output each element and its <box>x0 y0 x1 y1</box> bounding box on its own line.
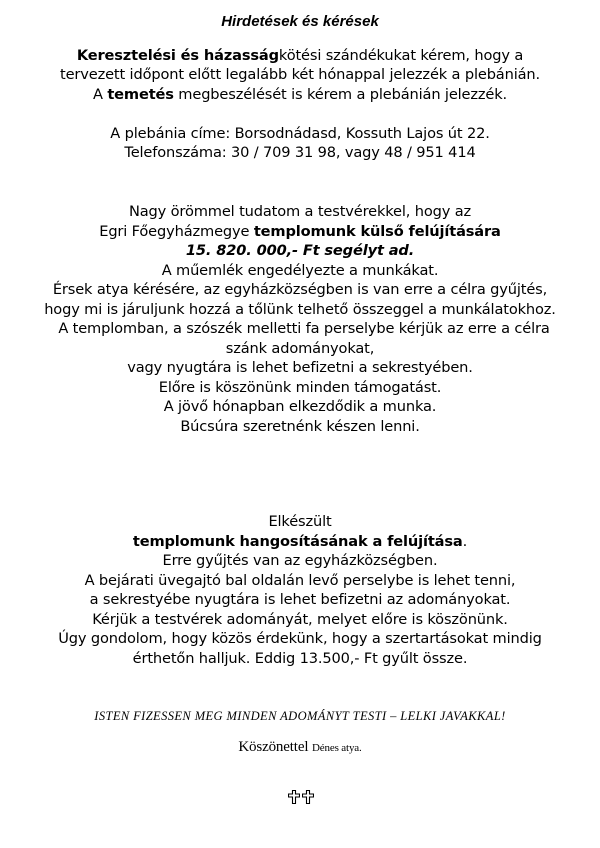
cross-icon <box>302 790 314 804</box>
section2-line12: Búcsúra szeretnénk készen lenni. <box>180 418 420 435</box>
section3-line2 <box>0 532 600 551</box>
section3-line7: Úgy gondolom, hogy közös érdekünk, hogy a szertartásokat mindig <box>58 630 542 647</box>
section1-line3-pre: A <box>92 86 108 103</box>
section3-line4: A bejárati üvegajtó bal oldalán levő perselybe is lehet tenni, <box>84 572 516 589</box>
section3-line3: Erre gyűjtés van az egyházközségben. <box>162 552 438 569</box>
section3-line5: a sekrestyébe nyugtára is lehet befizetni az adományokat. <box>89 591 511 608</box>
section1-line1-rest: kötési szándékukat kérem, hogy a <box>278 47 524 64</box>
section3-line2-rest: . <box>462 533 468 550</box>
section2-line6: hogy mi is járuljunk hozzá a tőlünk telhető összeggel a munkálatokhoz. <box>44 301 556 318</box>
blessing-line: ISTEN FIZESSEN MEG MINDEN ADOMÁNYT TESTI – LELKI JAVAKKAL! <box>94 709 506 723</box>
section3-line8: érthetőn halljuk. Eddig 13.500,- Ft gyűlt össze. <box>132 650 468 667</box>
grant-amount: 15. 820. 000,- Ft segélyt ad. <box>185 242 415 259</box>
section2-line8: szánk adományokat, <box>225 340 375 357</box>
section3-line1: Elkészült <box>268 513 332 530</box>
sound-system-bold: templomunk hangosításának a felújítása <box>132 533 463 550</box>
baptism-marriage-bold: Keresztelési és házasság <box>76 47 279 64</box>
thanks-text: Köszönettel <box>238 739 309 755</box>
section2-line11: A jövő hónapban elkezdődik a munka. <box>163 398 437 415</box>
section2-line9: vagy nyugtára is lehet befizetni a sekrestyében. <box>127 359 473 376</box>
funeral-bold: temetés <box>107 86 174 103</box>
section1-line1 <box>0 46 600 65</box>
parish-phone: Telefonszáma: 30 / 709 31 98, vagy 48 / 951 414 <box>124 144 476 161</box>
section2-line5: Érsek atya kérésére, az egyházközségben is van erre a célra gyűjtés, <box>52 281 548 298</box>
section1-line2: tervezett időpont előtt legalább két hónappal jelezzék a plebánián. <box>60 66 540 83</box>
section2-line7: A templomban, a szószék melletti fa perselybe kérjük az erre a célra <box>58 320 550 337</box>
signature: Dénes atya. <box>311 742 362 754</box>
section2-line1: Nagy örömmel tudatom a testvérekkel, hogy az <box>128 203 472 220</box>
section2-line4: A műemlék engedélyezte a munkákat. <box>161 262 439 279</box>
closing-line <box>0 738 600 758</box>
cross-icon <box>288 790 300 804</box>
page-title: Hirdetések és kérések <box>221 13 379 30</box>
section2-line2-pre: Egri Főegyházmegye <box>99 223 254 240</box>
section3-line6: Kérjük a testvérek adományát, melyet előre is köszönünk. <box>92 611 508 628</box>
section1-line3 <box>0 85 600 104</box>
parish-address: A plebánia címe: Borsodnádasd, Kossuth Lajos út 22. <box>110 125 490 142</box>
section1-line3-rest: megbeszélését is kérem a plebánián jelezzék. <box>173 86 508 103</box>
renovation-bold: templomunk külső felújítására <box>253 223 501 240</box>
section2-line10: Előre is köszönünk minden támogatást. <box>158 379 442 396</box>
section2-line2 <box>0 222 600 241</box>
double-cross-icon <box>288 790 314 804</box>
